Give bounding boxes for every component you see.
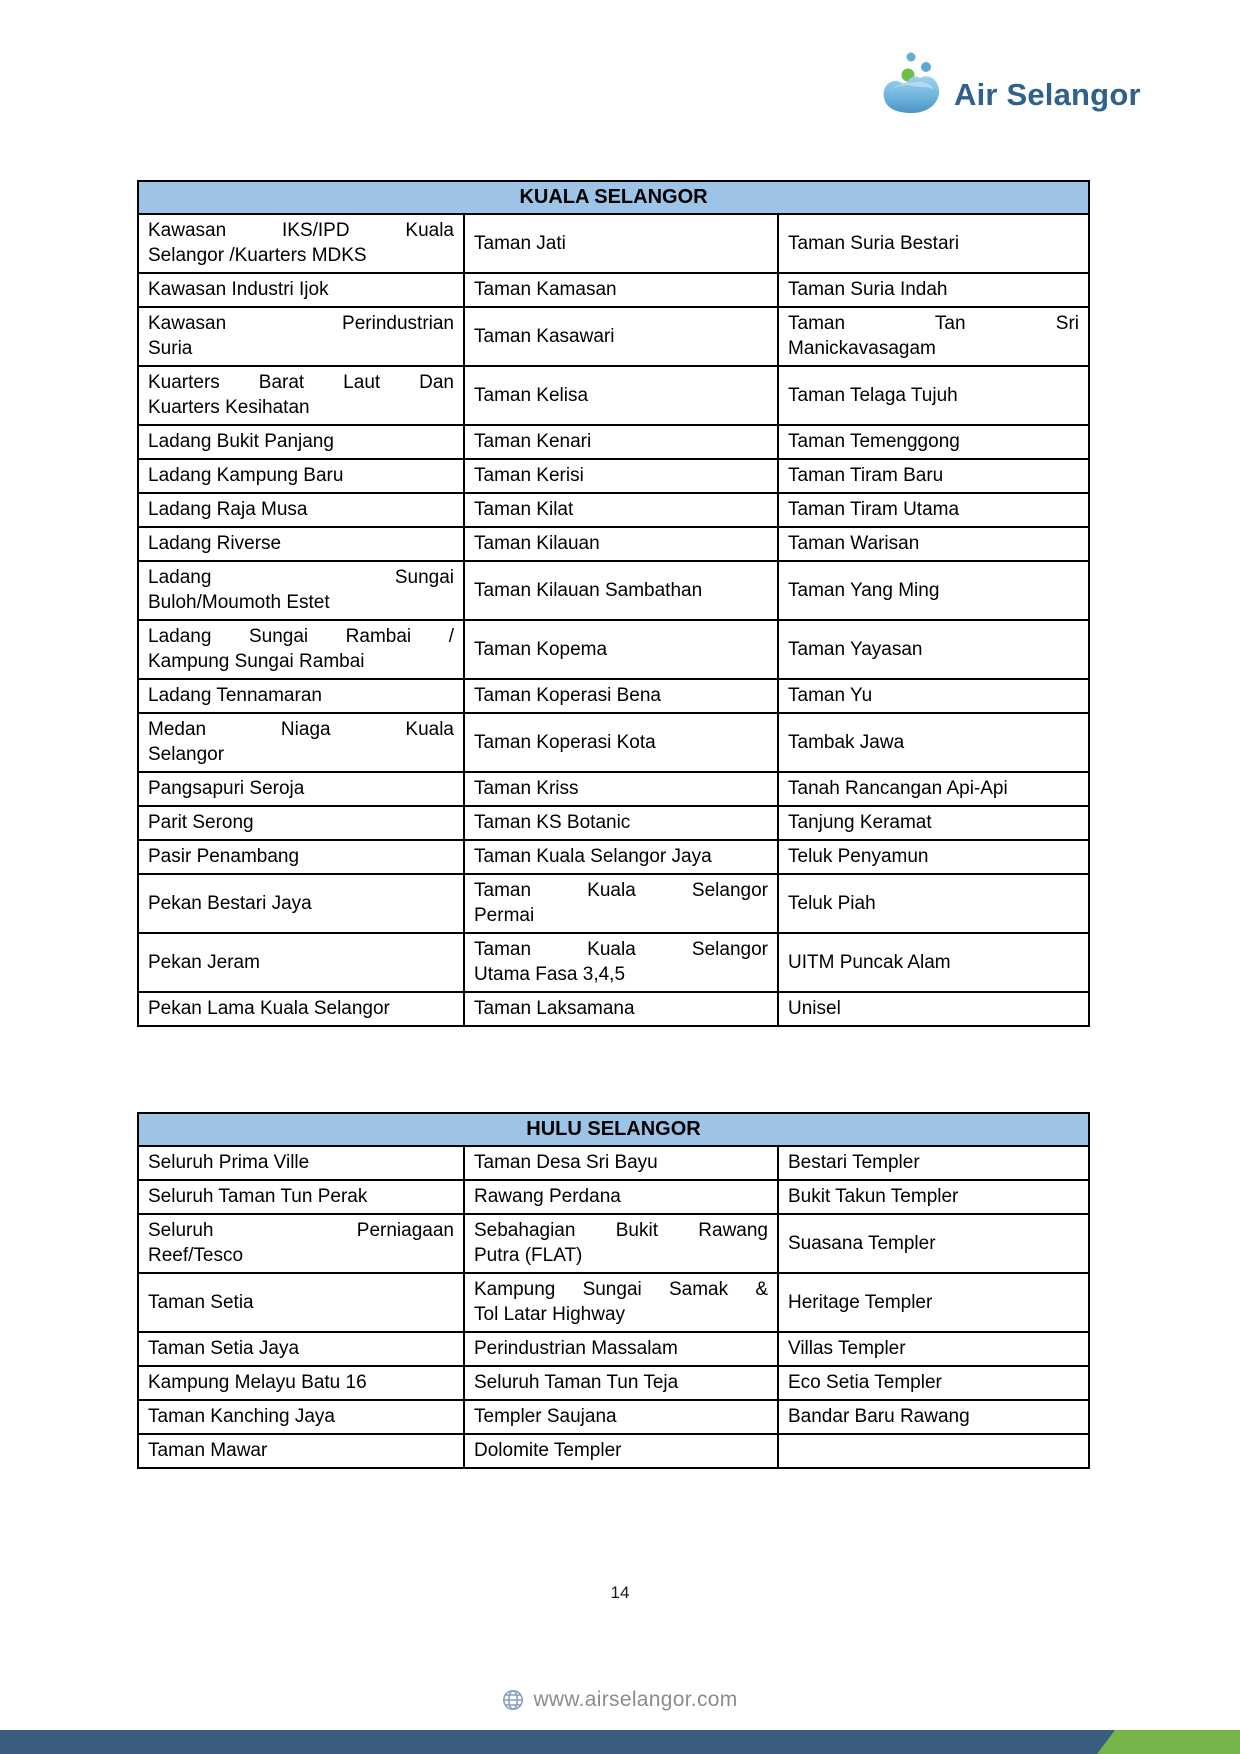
table-cell: Teluk Piah [778, 874, 1089, 933]
table-cell: Ladang Tennamaran [138, 679, 464, 713]
table-row [138, 992, 1089, 1026]
table-cell: Medan Niaga Kuala Selangor [138, 713, 464, 772]
table-cell: Ladang Bukit Panjang [138, 425, 464, 459]
air-selangor-logo [880, 48, 1141, 116]
table-cell: Perindustrian Massalam [464, 1332, 778, 1366]
footer [0, 1688, 1240, 1712]
footer-website: www.airselangor.com [533, 1688, 738, 1711]
table-cell: Taman Yu [778, 679, 1089, 713]
table-cell: Taman Koperasi Bena [464, 679, 778, 713]
table-cell: Taman Warisan [778, 527, 1089, 561]
table-row [138, 840, 1089, 874]
table-cell: Taman Kopema [464, 620, 778, 679]
table-cell: Templer Saujana [464, 1400, 778, 1434]
table-cell: Heritage Templer [778, 1273, 1089, 1332]
table-row [138, 874, 1089, 933]
table-cell: Taman Tiram Utama [778, 493, 1089, 527]
table-section-kuala-selangor [137, 180, 1088, 1027]
region-table-kuala-selangor [137, 180, 1090, 1027]
table-cell: Taman Tan Sri Manickavasagam [778, 307, 1089, 366]
table-cell: Pekan Lama Kuala Selangor [138, 992, 464, 1026]
table-cell: Taman Kuala Selangor Jaya [464, 840, 778, 874]
table-row [138, 561, 1089, 620]
table-cell: Ladang Riverse [138, 527, 464, 561]
table-cell: Unisel [778, 992, 1089, 1026]
table-cell: Taman Kuala Selangor Permai [464, 874, 778, 933]
table-cell: Taman Kasawari [464, 307, 778, 366]
table-cell: Taman Kuala Selangor Utama Fasa 3,4,5 [464, 933, 778, 992]
table-cell: Taman Kanching Jaya [138, 1400, 464, 1434]
table-cell: Tambak Jawa [778, 713, 1089, 772]
table-cell: Taman KS Botanic [464, 806, 778, 840]
table-cell: Taman Kriss [464, 772, 778, 806]
table-cell: Tanjung Keramat [778, 806, 1089, 840]
table-cell: Taman Yang Ming [778, 561, 1089, 620]
table-cell: Bukit Takun Templer [778, 1180, 1089, 1214]
table-cell: Bandar Baru Rawang [778, 1400, 1089, 1434]
table-cell: Ladang Sungai Buloh/Moumoth Estet [138, 561, 464, 620]
table-cell: Pekan Bestari Jaya [138, 874, 464, 933]
table-cell: Ladang Raja Musa [138, 493, 464, 527]
table-cell: Taman Yayasan [778, 620, 1089, 679]
table-row [138, 620, 1089, 679]
table-cell: Taman Tiram Baru [778, 459, 1089, 493]
table-cell: Taman Koperasi Kota [464, 713, 778, 772]
table-cell: Taman Kilat [464, 493, 778, 527]
globe-icon [502, 1689, 524, 1711]
table-cell: Suasana Templer [778, 1214, 1089, 1273]
table-row [138, 806, 1089, 840]
table-cell: Taman Temenggong [778, 425, 1089, 459]
table-row [138, 1180, 1089, 1214]
table-cell: UITM Puncak Alam [778, 933, 1089, 992]
table-cell: Pasir Penambang [138, 840, 464, 874]
table-cell: Kampung Melayu Batu 16 [138, 1366, 464, 1400]
table-cell: Taman Kilauan [464, 527, 778, 561]
page-number: 14 [610, 1583, 630, 1602]
table-cell: Taman Suria Bestari [778, 214, 1089, 273]
table-cell: Teluk Penyamun [778, 840, 1089, 874]
table-row [138, 214, 1089, 273]
table-row [138, 425, 1089, 459]
table-cell: Kuarters Barat Laut Dan Kuarters Kesihatan [138, 366, 464, 425]
table-cell: Taman Mawar [138, 1434, 464, 1468]
table-cell: Taman Desa Sri Bayu [464, 1146, 778, 1180]
table-row [138, 1214, 1089, 1273]
table-row [138, 307, 1089, 366]
table-row [138, 679, 1089, 713]
table-cell: Pekan Jeram [138, 933, 464, 992]
table-row [138, 772, 1089, 806]
table-cell: Eco Setia Templer [778, 1366, 1089, 1400]
table-title: KUALA SELANGOR [138, 181, 1089, 214]
table-cell: Ladang Sungai Rambai / Kampung Sungai Rambai [138, 620, 464, 679]
table-cell: Taman Setia Jaya [138, 1332, 464, 1366]
table-cell: Villas Templer [778, 1332, 1089, 1366]
table-cell: Taman Setia [138, 1273, 464, 1332]
table-cell: Rawang Perdana [464, 1180, 778, 1214]
table-cell: Kawasan Perindustrian Suria [138, 307, 464, 366]
table-cell: Sebahagian Bukit Rawang Putra (FLAT) [464, 1214, 778, 1273]
table-row [138, 713, 1089, 772]
table-row [138, 459, 1089, 493]
brand-name: Air Selangor [954, 77, 1141, 112]
table-cell: Kampung Sungai Samak & Tol Latar Highway [464, 1273, 778, 1332]
table-cell: Taman Kelisa [464, 366, 778, 425]
table-cell: Ladang Kampung Baru [138, 459, 464, 493]
table-cell: Taman Kenari [464, 425, 778, 459]
table-cell: Taman Kerisi [464, 459, 778, 493]
table-title: HULU SELANGOR [138, 1113, 1089, 1146]
table-cell: Dolomite Templer [464, 1434, 778, 1468]
table-row [138, 1146, 1089, 1180]
table-row [138, 527, 1089, 561]
table-cell: Kawasan IKS/IPD Kuala Selangor /Kuarters MDKS [138, 214, 464, 273]
table-cell: Bestari Templer [778, 1146, 1089, 1180]
table-row [138, 273, 1089, 307]
table-cell: Taman Telaga Tujuh [778, 366, 1089, 425]
water-droplet-icon [880, 48, 944, 116]
table-cell: Kawasan Industri Ijok [138, 273, 464, 307]
table-row [138, 1400, 1089, 1434]
table-row [138, 1332, 1089, 1366]
table-cell: Taman Suria Indah [778, 273, 1089, 307]
table-cell: Seluruh Prima Ville [138, 1146, 464, 1180]
table-row [138, 493, 1089, 527]
table-cell: Taman Laksamana [464, 992, 778, 1026]
region-table-hulu-selangor [137, 1112, 1090, 1469]
table-cell: Taman Kilauan Sambathan [464, 561, 778, 620]
table-cell: Taman Jati [464, 214, 778, 273]
table-cell: Pangsapuri Seroja [138, 772, 464, 806]
bottom-color-bar [0, 1730, 1240, 1754]
table-cell: Seluruh Taman Tun Perak [138, 1180, 464, 1214]
table-row [138, 1434, 1089, 1468]
table-cell: Seluruh Perniagaan Reef/Tesco [138, 1214, 464, 1273]
table-cell: Taman Kamasan [464, 273, 778, 307]
table-row [138, 366, 1089, 425]
table-cell [778, 1434, 1089, 1468]
table-cell: Tanah Rancangan Api-Api [778, 772, 1089, 806]
table-row [138, 1366, 1089, 1400]
table-cell: Parit Serong [138, 806, 464, 840]
table-row [138, 1273, 1089, 1332]
table-cell: Seluruh Taman Tun Teja [464, 1366, 778, 1400]
table-section-hulu-selangor [137, 1112, 1088, 1469]
table-row [138, 933, 1089, 992]
